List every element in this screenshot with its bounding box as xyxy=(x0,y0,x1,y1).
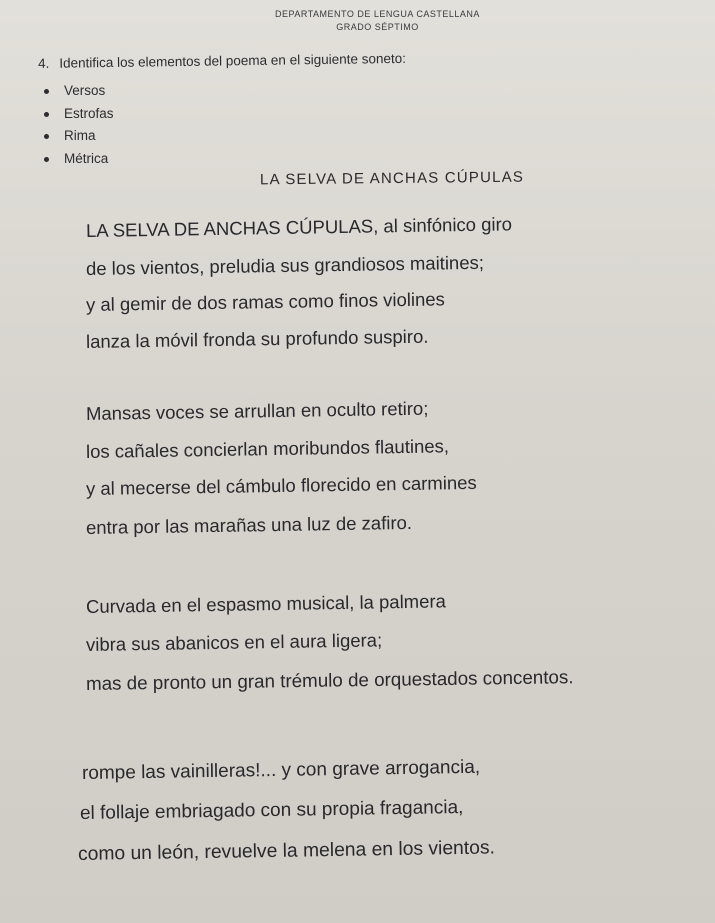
list-item-metrica: Métrica xyxy=(40,148,114,171)
verse-line: Curvada en el espasmo musical, la palmera xyxy=(85,590,447,617)
question-text: Identifica los elementos del poema en el siguiente soneto: xyxy=(59,50,407,71)
verse-line: de los vientos, preludia sus grandiosos maitines; xyxy=(85,251,485,279)
grade-label: GRADO SÉPTIMO xyxy=(336,22,419,32)
list-item-versos: Versos xyxy=(40,80,114,103)
verse-line: los cañales concierlan moribundos flautines, xyxy=(85,435,450,462)
department-name: DEPARTAMENTO DE LENGUA CASTELLANA xyxy=(275,9,480,19)
verse-line: entra por las marañas una luz de zafiro. xyxy=(85,511,413,538)
poem-title xyxy=(0,170,715,187)
element-list xyxy=(40,80,114,170)
page-header xyxy=(0,8,715,34)
verse-line: rompe las vainilleras!... y con grave arrogancia, xyxy=(81,756,481,784)
verse-line: LA SELVA DE ANCHAS CÚPULAS, al sinfónico giro xyxy=(85,213,513,241)
question-number: 4. xyxy=(37,55,50,71)
verse-line: lanza la móvil fronda su profundo suspiro. xyxy=(85,325,429,352)
poem-title-text: LA SELVA DE ANCHAS CÚPULAS xyxy=(260,168,525,189)
verse-line: el follaje embriagado con su propia fragancia, xyxy=(79,796,464,824)
list-item-estrofas: Estrofas xyxy=(40,103,114,126)
verse-line: vibra sus abanicos en el aura ligera; xyxy=(85,629,383,655)
verse-line: y al mecerse del cámbulo florecido en carmines xyxy=(85,471,477,499)
verse-line: como un león, revuelve la melena en los vientos. xyxy=(77,837,496,865)
verse-line: mas de pronto un gran trémulo de orquestados concentos. xyxy=(85,666,574,694)
verse-line: Mansas voces se arrullan en oculto retiro; xyxy=(85,397,429,424)
verse-line: y al gemir de dos ramas como finos violines xyxy=(85,288,445,315)
list-item-rima: Rima xyxy=(40,125,114,148)
question-prompt xyxy=(38,51,406,71)
